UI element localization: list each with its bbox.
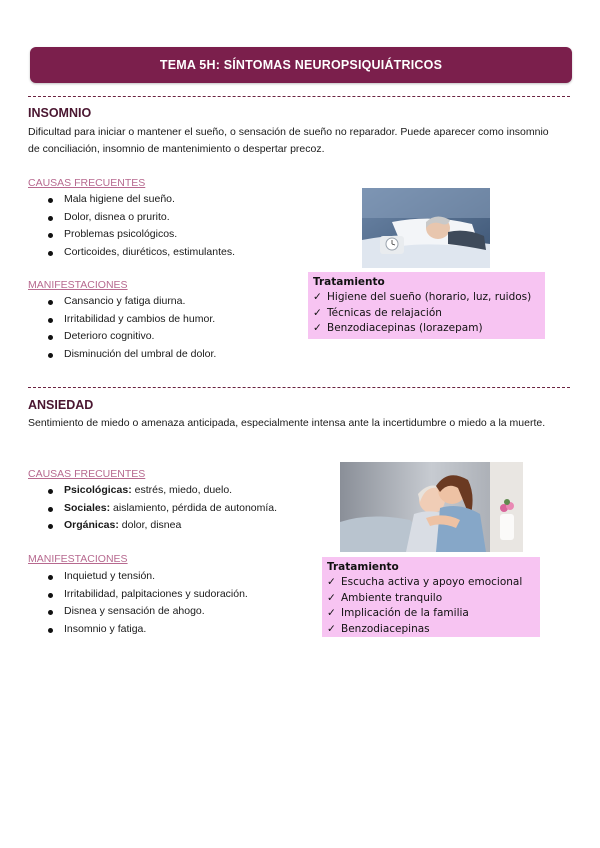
bullet-icon (48, 216, 53, 221)
list-item: Corticoides, diuréticos, estimulantes. (28, 244, 235, 262)
check-icon: ✓ (313, 322, 322, 334)
check-icon: ✓ (327, 607, 336, 619)
bullet-icon (48, 251, 53, 256)
treatment-title: Tratamiento (327, 561, 399, 573)
treatment-item: ✓ Benzodiacepinas (lorazepam) (313, 321, 540, 337)
insomnio-causas-heading: CAUSAS FRECUENTES (28, 177, 146, 189)
ansiedad-causas-list (28, 482, 277, 535)
ansiedad-description: Sentimiento de miedo o amenaza anticipada, especialmente intensa ante la incertidumbre o miedo a la muerte. (28, 417, 546, 429)
bullet-icon (48, 318, 53, 323)
treatment-item: ✓ Implicación de la familia (327, 606, 535, 622)
anxiety-photo (340, 462, 523, 552)
ansiedad-treatment-box (322, 557, 540, 637)
treatment-item: ✓ Técnicas de relajación (313, 306, 540, 322)
ansiedad-manifestaciones-list (28, 568, 248, 638)
treatment-item: ✓ Ambiente tranquilo (327, 591, 535, 607)
check-icon: ✓ (313, 291, 322, 303)
insomnio-description: Dificultad para iniciar o mantener el sueño, o sensación de sueño no reparador. Puede aparecer como insomnio de conciliación, insomnio de mantenimiento o despertar precoz. (28, 126, 549, 155)
insomnio-treatment-box (308, 272, 545, 339)
bullet-icon (48, 353, 53, 358)
bullet-icon (48, 335, 53, 340)
bullet-icon (48, 610, 53, 615)
insomnia-photo (362, 188, 490, 268)
insomnio-causas-list (28, 191, 235, 261)
list-item: Irritabilidad y cambios de humor. (28, 311, 216, 329)
page-title: TEMA 5H: SÍNTOMAS NEUROPSIQUIÁTRICOS (159, 58, 443, 72)
treatment-item: ✓ Escucha activa y apoyo emocional (327, 575, 535, 591)
page-title-banner (30, 47, 572, 83)
bullet-icon (48, 198, 53, 203)
bullet-icon (48, 489, 53, 494)
bullet-icon (48, 628, 53, 633)
list-item: Irritabilidad, palpitaciones y sudoración. (28, 586, 248, 604)
insomnio-manifestaciones-list (28, 293, 216, 363)
check-icon: ✓ (327, 622, 336, 635)
section-separator (28, 96, 570, 97)
check-icon: ✓ (327, 576, 336, 588)
check-icon: ✓ (327, 591, 336, 604)
list-item: Problemas psicológicos. (28, 226, 235, 244)
list-item: Dolor, disnea o prurito. (28, 209, 235, 227)
anxiety-illustration (340, 462, 523, 552)
list-item: Deterioro cognitivo. (28, 328, 216, 346)
list-item: Sociales: aislamiento, pérdida de autonomía. (28, 500, 277, 518)
bullet-icon (48, 575, 53, 580)
bullet-icon (48, 593, 53, 598)
insomnia-illustration (362, 188, 490, 268)
bullet-icon (48, 524, 53, 529)
ansiedad-causas-heading: CAUSAS FRECUENTES (28, 468, 146, 480)
bullet-icon (48, 507, 53, 512)
bullet-icon (48, 300, 53, 305)
list-item: Disminución del umbral de dolor. (28, 346, 216, 364)
list-item: Disnea y sensación de ahogo. (28, 603, 248, 621)
check-icon: ✓ (313, 306, 322, 319)
treatment-title: Tratamiento (313, 276, 385, 288)
bullet-icon (48, 233, 53, 238)
list-item: Cansancio y fatiga diurna. (28, 293, 216, 311)
ansiedad-manifestaciones-heading: MANIFESTACIONES (28, 553, 128, 565)
section-title-ansiedad: ANSIEDAD (28, 398, 94, 412)
section-title-insomnio: INSOMNIO (28, 106, 92, 120)
list-item: Insomnio y fatiga. (28, 621, 248, 639)
list-item: Inquietud y tensión. (28, 568, 248, 586)
list-item: Psicológicas: estrés, miedo, duelo. (28, 482, 277, 500)
section-separator (28, 387, 570, 388)
treatment-item: ✓ Higiene del sueño (horario, luz, ruidos) (313, 290, 540, 306)
insomnio-manifestaciones-heading: MANIFESTACIONES (28, 279, 128, 291)
list-item: Orgánicas: dolor, disnea (28, 517, 277, 535)
treatment-item: ✓ Benzodiacepinas (327, 622, 535, 638)
list-item: Mala higiene del sueño. (28, 191, 235, 209)
